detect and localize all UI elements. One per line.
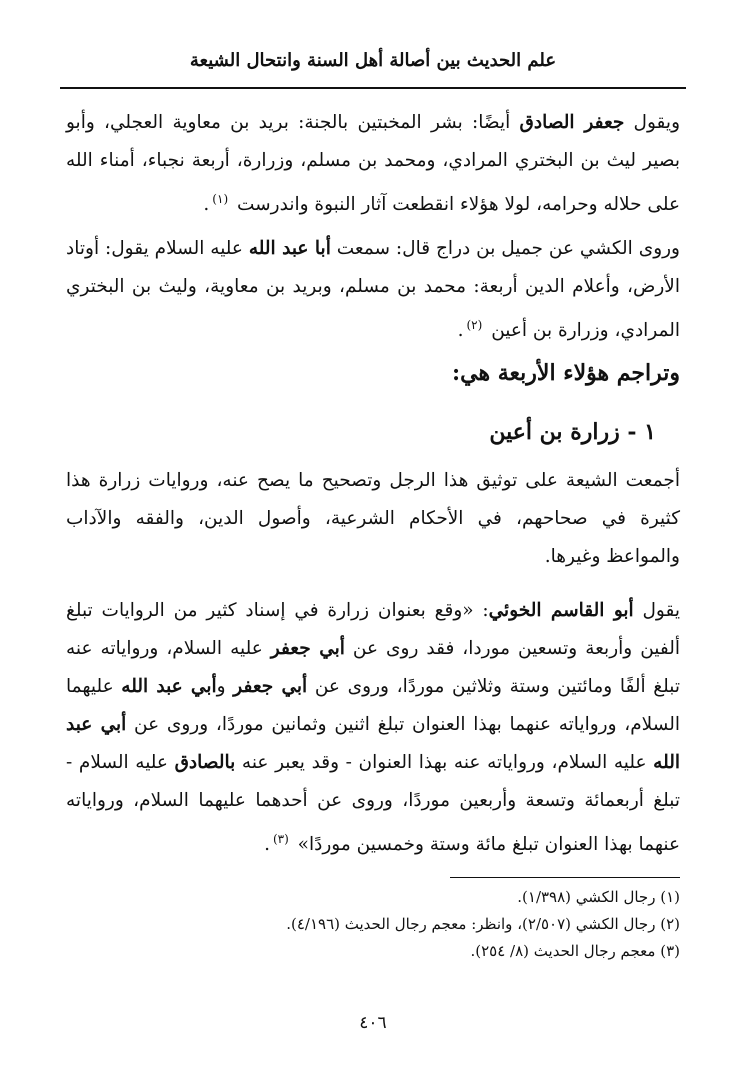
bold-name: جعفر الصادق [519,112,625,133]
running-header: علم الحديث بين أصالة أهل السنة وانتحال الشيعة [189,50,557,71]
bold-name: أبا عبد الله [248,238,331,259]
text-run: : «وقع بعنوان زرارة في إسناد كثير من الروايات تبلغ ألفين وأربعة وتسعين موردا، فقد روى عن [66,600,681,659]
footnote-ref[interactable]: (٢) [466,318,483,332]
text-run: و [216,676,234,697]
paragraph-jafar-quote [66,104,680,224]
bold-name: أبي عبد الله [121,676,217,697]
text-run: . [203,194,210,216]
text-run: عليه السلام، ورواياته عنه تبلغ ألفًا ومائتين وستة وثلاثين موردًا، وروى عن [66,638,681,697]
text-run: . [264,834,270,856]
footnote-ref[interactable]: (٣) [272,832,289,846]
bold-name: أبي عبد الله [66,714,680,773]
paragraph-zurara-intro: أجمعت الشيعة على توثيق هذا الرجل وتصحيح ما يصح عنه، وروايات زرارة هذا كثيرة في صحاحهم، في الأحكام الشرعية، وأصول الدين، والفقه والآداب والمواعظ وغيرها. [66,470,680,567]
text-run: عليه السلام، ورواياته عنه بهذا العنوان - وقد يعبر عنه [235,752,654,773]
text-run: عليه السلام - تبلغ أربعمائة وتسعة وأربعين موردًا، وروى عن أحدهما عليهما السلام، ورواياته عنهما بهذا العنوان تبلغ مائة وستة وخمسين موردًا» [66,752,680,856]
section-heading: وتراجم هؤلاء الأربعة هي: [452,360,680,386]
bold-name: أبي جعفر [270,638,345,659]
footnote-2: (٢) رجال الكشي (٢/٥٠٧)، وانظر: معجم رجال الحديث (٤/١٩٦). [286,915,680,933]
header-divider [60,87,686,89]
bold-name: أبي جعفر [233,676,308,697]
text-run: عليه السلام يقول: أوتاد الأرض، وأعلام الدين أربعة: محمد بن مسلم، وبريد بن معاوية، وليث بن البختري المرادي، وزرارة بن أعين [66,238,680,342]
footnote-ref[interactable]: (١) [212,192,229,206]
text-run: وروى الكشي عن جميل بن دراج قال: سمعت [330,238,680,259]
footnote-1: (١) رجال الكشي (١/٣٩٨). [517,888,680,906]
subsection-heading: ١ - زرارة بن أعين [489,419,656,445]
footnotes [66,884,680,965]
footnote-3: (٣) معجم رجال الحديث (٨/ ٢٥٤). [470,942,680,960]
paragraph-khoei-quote [66,592,680,864]
bold-name: أبو القاسم الخوئي [488,600,634,621]
page-number: ٤٠٦ [359,1013,387,1033]
text-run: أيضًا: بشر المخبتين بالجنة: بريد بن معاوية العجلي، وأبو بصير ليث بن البختري المرادي، ومحمد بن مسلم، وزرارة، أربعة نجباء، أمناء الله على حلاله وحرامه، لولا هؤلاء انقطعت آثار النبوة واندرست [66,112,680,216]
text-run: ويقول [624,112,681,133]
text-run: يقول [633,600,680,621]
footnote-divider [450,877,680,878]
bold-name: بالصادق [174,752,236,773]
paragraph-kashshi-report [66,230,680,350]
text-run: . [457,320,464,342]
text-run: عليهما السلام، ورواياته عنهما بهذا العنوان تبلغ اثنين وثمانين موردًا، وروى عن [66,676,681,735]
